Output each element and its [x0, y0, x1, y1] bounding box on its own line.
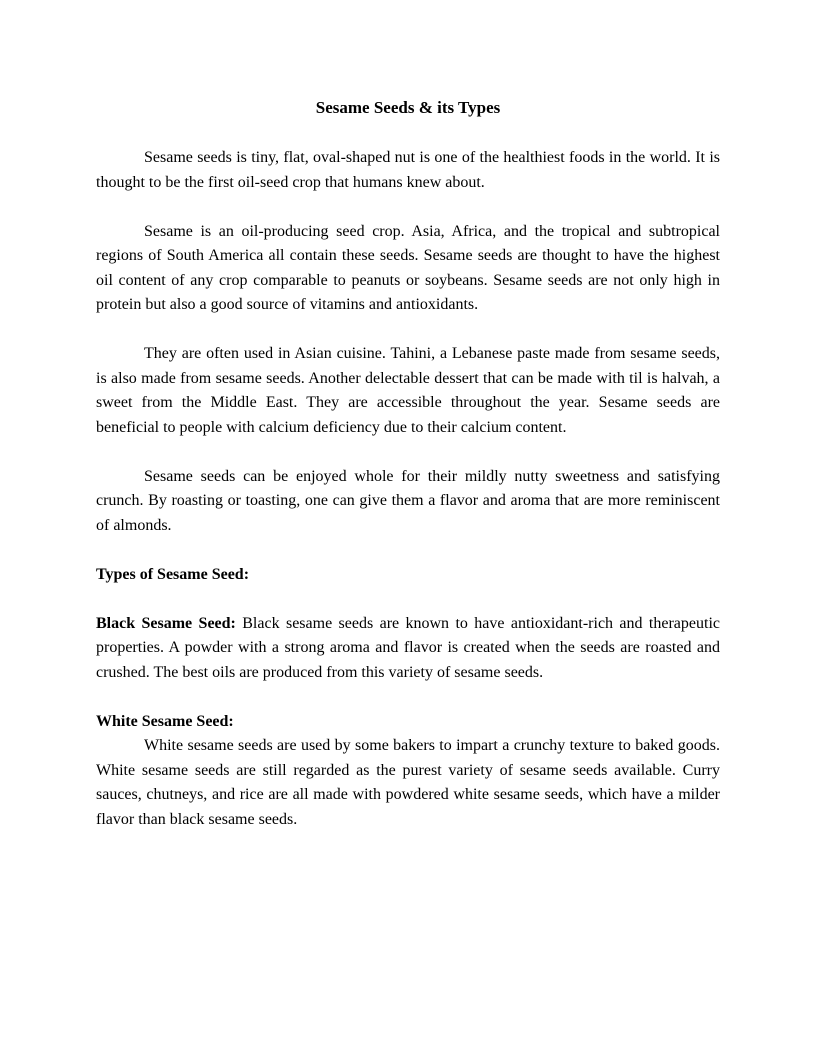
- cuisine-paragraph: They are often used in Asian cuisine. Tahini, a Lebanese paste made from sesame seeds, is also made from sesame seeds. Another delectable dessert that can be made with til is halvah, a sweet from the Middle East. They are accessible throughout the year. Sesame seeds are beneficial to people with calcium deficiency due to their calcium content.: [96, 345, 720, 436]
- origin-paragraph: Sesame is an oil-producing seed crop. Asia, Africa, and the tropical and subtropical regions of South America all contain these seeds. Sesame seeds are thought to have the highest oil content of any crop comparable to peanuts or soybeans. Sesame seeds are not only high in protein but also a good source of vitamins and antioxidants.: [96, 222, 720, 313]
- flavor-paragraph: Sesame seeds can be enjoyed whole for their mildly nutty sweetness and satisfying crunch. By roasting or toasting, one can give them a flavor and aroma that are more reminiscent of almonds.: [96, 467, 720, 534]
- types-heading: Types of Sesame Seed:: [96, 565, 250, 583]
- black-sesame-text: Black sesame seeds are known to have antioxidant-rich and therapeutic properties. A powder with a strong aroma and flavor is created when the seeds are roasted and crushed. The best oils are produced from this variety of sesame seeds.: [96, 614, 720, 681]
- black-sesame-label: Black Sesame Seed:: [96, 614, 236, 632]
- document-page: [96, 96, 720, 857]
- white-sesame-text: White sesame seeds are used by some bakers to impart a crunchy texture to baked goods. White sesame seeds are still regarded as the purest variety of sesame seeds available. Curry sauces, chutneys, and rice are all made with powdered white sesame seeds, which have a milder flavor than black sesame seeds.: [96, 737, 720, 828]
- document-title: Sesame Seeds & its Types: [315, 98, 501, 117]
- intro-paragraph: Sesame seeds is tiny, flat, oval-shaped nut is one of the healthiest foods in the world. It is thought to be the first oil-seed crop that humans knew about.: [96, 149, 720, 191]
- white-sesame-label: White Sesame Seed:: [96, 712, 234, 730]
- black-sesame-section: [96, 612, 720, 686]
